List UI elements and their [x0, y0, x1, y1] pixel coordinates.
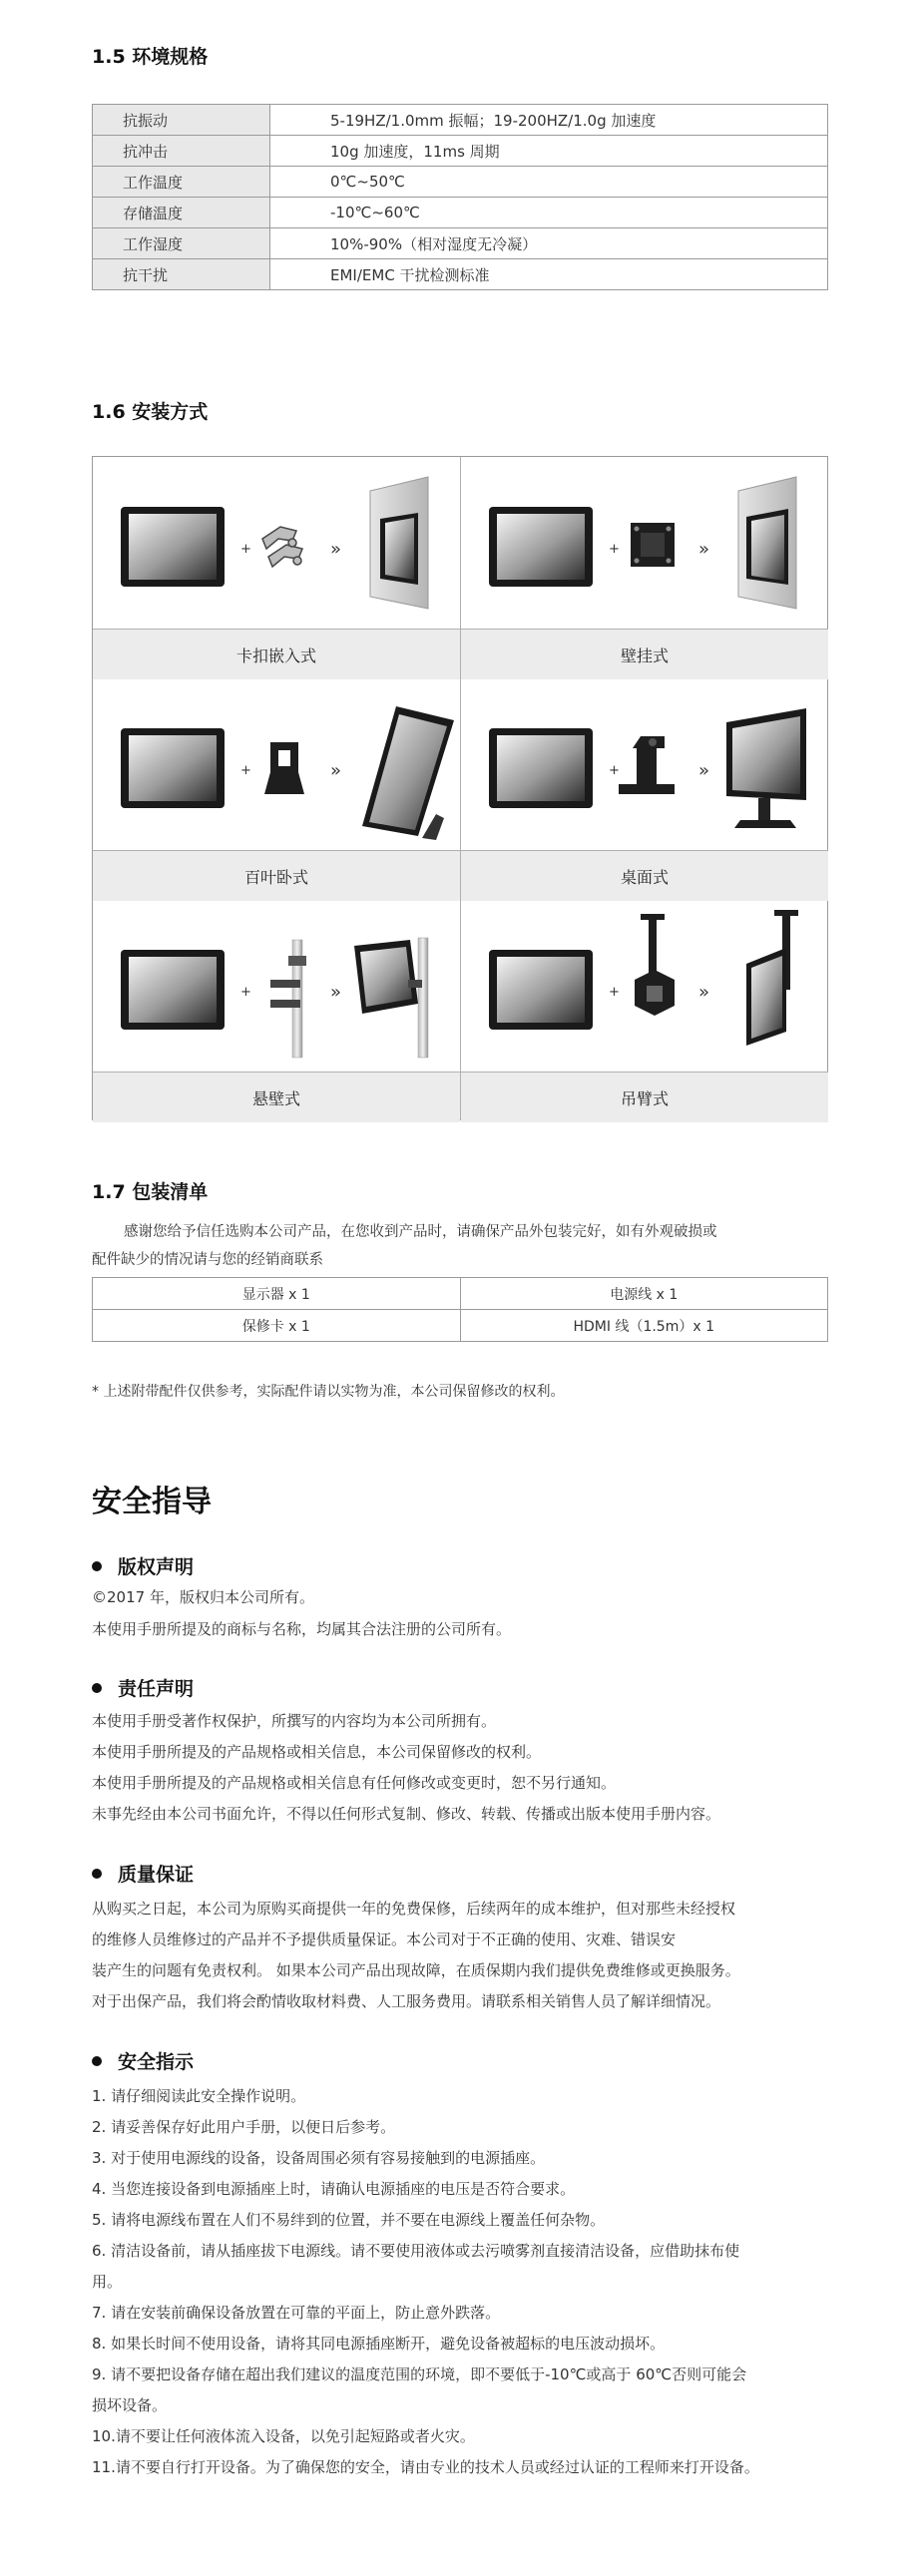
- liability-heading: [92, 1674, 194, 1701]
- arrow-icon: »: [698, 760, 710, 781]
- plus-sign: +: [240, 985, 251, 1000]
- cantilever-mount-illustration: [93, 900, 460, 1072]
- spec-key: 抗振动: [93, 105, 270, 136]
- package-item: 保修卡 x 1: [93, 1310, 461, 1342]
- arrow-icon: »: [330, 760, 342, 781]
- package-item: 显示器 x 1: [93, 1278, 461, 1310]
- instruction-item: 6. 清洁设备前，请从插座拔下电源线。请不要使用液体或去污喷雾剂直接清洁设备，应借助抹布使: [92, 2242, 740, 2260]
- spec-value: 5-19HZ/1.0mm 振幅；19-200HZ/1.0g 加速度: [270, 105, 828, 136]
- instruction-item: 9. 请不要把设备存储在超出我们建议的温度范围的环境，即不要低于-10℃或高于 60℃否则可能会: [92, 2365, 747, 2383]
- mount-label: 悬壁式: [93, 1072, 460, 1122]
- monitor-front-icon: [121, 507, 225, 587]
- table-row: [93, 259, 828, 290]
- safety-guide-title: 安全指导: [92, 1485, 212, 1519]
- instruction-item: 7. 请在安装前确保设备放置在可靠的平面上，防止意外跌落。: [92, 2304, 501, 2322]
- copyright-line: ©2017 年，版权归本公司所有。: [92, 1588, 314, 1606]
- panel-mounted-monitor-icon: [370, 477, 428, 609]
- quality-line: 从购买之日起，本公司为原购买商提供一年的免费保修，后续两年的成本维护，但对那些未经授权: [92, 1900, 736, 1918]
- instruction-item: 11.请不要自行打开设备。为了确保您的安全，请由专业的技术人员或经过认证的工程师来打开设备。: [92, 2458, 759, 2476]
- monitor-front-icon: [489, 507, 593, 587]
- bullet-icon: [92, 1683, 102, 1693]
- mount-option-ceiling-arm: [461, 900, 828, 1121]
- liability-heading-text: 责任声明: [118, 1678, 195, 1700]
- mount-label: 壁挂式: [461, 629, 828, 679]
- instruction-item: 5. 请将电源线布置在人们不易绊到的位置，并不要在电源线上覆盖任何杂物。: [92, 2211, 606, 2229]
- plus-sign: +: [609, 985, 620, 1000]
- spec-value: -10℃~60℃: [270, 198, 828, 228]
- liability-line: 本使用手册所提及的产品规格或相关信息，本公司保留修改的权利。: [92, 1743, 542, 1761]
- ceiling-hung-monitor-icon: [746, 910, 798, 1046]
- spec-key: 抗冲击: [93, 136, 270, 167]
- pole-mounted-monitor-icon: [354, 938, 428, 1058]
- arrow-icon: »: [330, 982, 342, 1003]
- snap-in-mount-illustration: [93, 457, 460, 629]
- stand-bracket-icon: [264, 742, 304, 794]
- pole-mount-icon: [270, 940, 306, 1058]
- copyright-line: 本使用手册所提及的商标与名称，均属其合法注册的公司所有。: [92, 1620, 512, 1638]
- wall-mount-illustration: [461, 457, 828, 629]
- mount-option-wall: [461, 457, 828, 678]
- environment-spec-table: [92, 104, 828, 290]
- mount-label: 百叶卧式: [93, 850, 460, 901]
- instruction-item: 2. 请妥善保存好此用户手册，以便日后参考。: [92, 2118, 396, 2136]
- spec-value: 10g 加速度，11ms 周期: [270, 136, 828, 167]
- mount-label: 卡扣嵌入式: [93, 629, 460, 679]
- liability-line: 未事先经由本公司书面允许，不得以任何形式复制、修改、转载、传播或出版本使用手册内容。: [92, 1805, 721, 1823]
- quality-line: 的维修人员维修过的产品并不予提供质量保证。本公司对于不正确的使用、灾难、错误安: [92, 1931, 677, 1948]
- copyright-heading: [92, 1552, 194, 1579]
- mount-option-louver: [93, 678, 460, 900]
- mount-option-snap-in: [93, 457, 460, 678]
- safety-instructions-heading-text: 安全指示: [118, 2051, 195, 2073]
- package-intro-line-2: 配件缺少的情况请与您的经销商联系: [92, 1252, 323, 1268]
- table-row: [93, 228, 828, 259]
- quality-heading-text: 质量保证: [118, 1864, 195, 1886]
- accessory-note: * 上述附带配件仅供参考，实际配件请以实物为准，本公司保留修改的权利。: [92, 1384, 565, 1400]
- table-row: [93, 105, 828, 136]
- table-row: [93, 167, 828, 198]
- instruction-item-continued: 用。: [92, 2273, 123, 2291]
- ceiling-bracket-icon: [635, 914, 675, 1016]
- mount-label: 吊臂式: [461, 1072, 828, 1122]
- mount-option-desktop: [461, 678, 828, 900]
- instruction-item: 10.请不要让任何液体流入设备，以免引起短路或者火灾。: [92, 2427, 475, 2445]
- instruction-item: 4. 当您连接设备到电源插座上时，请确认电源插座的电压是否符合要求。: [92, 2180, 576, 2198]
- liability-line: 本使用手册所提及的产品规格或相关信息有任何修改或变更时，恕不另行通知。: [92, 1774, 617, 1792]
- safety-instructions-heading: [92, 2047, 194, 2074]
- liability-line: 本使用手册受著作权保护，所撰写的内容均为本公司所拥有。: [92, 1712, 497, 1730]
- instruction-item: 1. 请仔细阅读此安全操作说明。: [92, 2087, 306, 2105]
- bullet-icon: [92, 2056, 102, 2066]
- plus-sign: +: [240, 763, 251, 778]
- louver-mount-illustration: [93, 678, 460, 850]
- quality-line: 装产生的问题有免责权利。 如果本公司产品出现故障，在质保期内我们提供免费维修或更换服务。: [92, 1961, 740, 1979]
- instruction-item-continued: 损坏设备。: [92, 2396, 168, 2414]
- arrow-icon: »: [698, 539, 710, 560]
- bullet-icon: [92, 1561, 102, 1571]
- spec-value: 10%-90%（相对湿度无冷凝）: [270, 228, 828, 259]
- table-row: [93, 1278, 828, 1310]
- ceiling-arm-mount-illustration: [461, 900, 828, 1072]
- spec-key: 抗干扰: [93, 259, 270, 290]
- section-1-5-title: 1.5 环境规格: [92, 46, 209, 68]
- instruction-item: 3. 对于使用电源线的设备，设备周围必须有容易接触到的电源插座。: [92, 2149, 546, 2167]
- plus-sign: +: [240, 542, 251, 557]
- table-row: [93, 1310, 828, 1342]
- table-row: [93, 198, 828, 228]
- spec-key: 存储温度: [93, 198, 270, 228]
- instruction-item: 8. 如果长时间不使用设备，请将其同电源插座断开，避免设备被超标的电压波动损坏。: [92, 2335, 666, 2353]
- wall-mounted-monitor-icon: [738, 477, 796, 609]
- package-item: 电源线 x 1: [460, 1278, 828, 1310]
- monitor-front-icon: [121, 728, 225, 808]
- bullet-icon: [92, 1869, 102, 1879]
- section-1-7-title: 1.7 包装清单: [92, 1181, 209, 1203]
- arrow-icon: »: [330, 539, 342, 560]
- package-intro-line-1: 感谢您给予信任选购本公司产品，在您收到产品时，请确保产品外包装完好，如有外观破损或: [124, 1224, 717, 1240]
- quality-line: 对于出保产品，我们将会酌情收取材料费、人工服务费用。请联系相关销售人员了解详细情况。: [92, 1992, 721, 2010]
- desk-stand-icon: [619, 736, 675, 794]
- package-contents-table: [92, 1277, 828, 1342]
- spec-value: 0℃~50℃: [270, 167, 828, 198]
- mounting-methods-grid: [92, 456, 828, 1120]
- mount-label: 桌面式: [461, 850, 828, 901]
- spec-key: 工作湿度: [93, 228, 270, 259]
- spec-value: EMI/EMC 干扰检测标准: [270, 259, 828, 290]
- monitor-front-icon: [121, 950, 225, 1030]
- package-item: HDMI 线（1.5m）x 1: [460, 1310, 828, 1342]
- monitor-on-stand-icon: [726, 708, 806, 828]
- mount-option-cantilever: [93, 900, 460, 1121]
- snap-clips-icon: [262, 527, 302, 567]
- tilted-monitor-icon: [362, 706, 454, 840]
- vesa-bracket-icon: [631, 523, 675, 567]
- spec-key: 工作温度: [93, 167, 270, 198]
- quality-heading: [92, 1860, 194, 1887]
- plus-sign: +: [609, 763, 620, 778]
- monitor-front-icon: [489, 950, 593, 1030]
- copyright-heading-text: 版权声明: [118, 1556, 195, 1578]
- plus-sign: +: [609, 542, 620, 557]
- arrow-icon: »: [698, 982, 710, 1003]
- table-row: [93, 136, 828, 167]
- desktop-mount-illustration: [461, 678, 828, 850]
- section-1-6-title: 1.6 安装方式: [92, 401, 209, 423]
- monitor-front-icon: [489, 728, 593, 808]
